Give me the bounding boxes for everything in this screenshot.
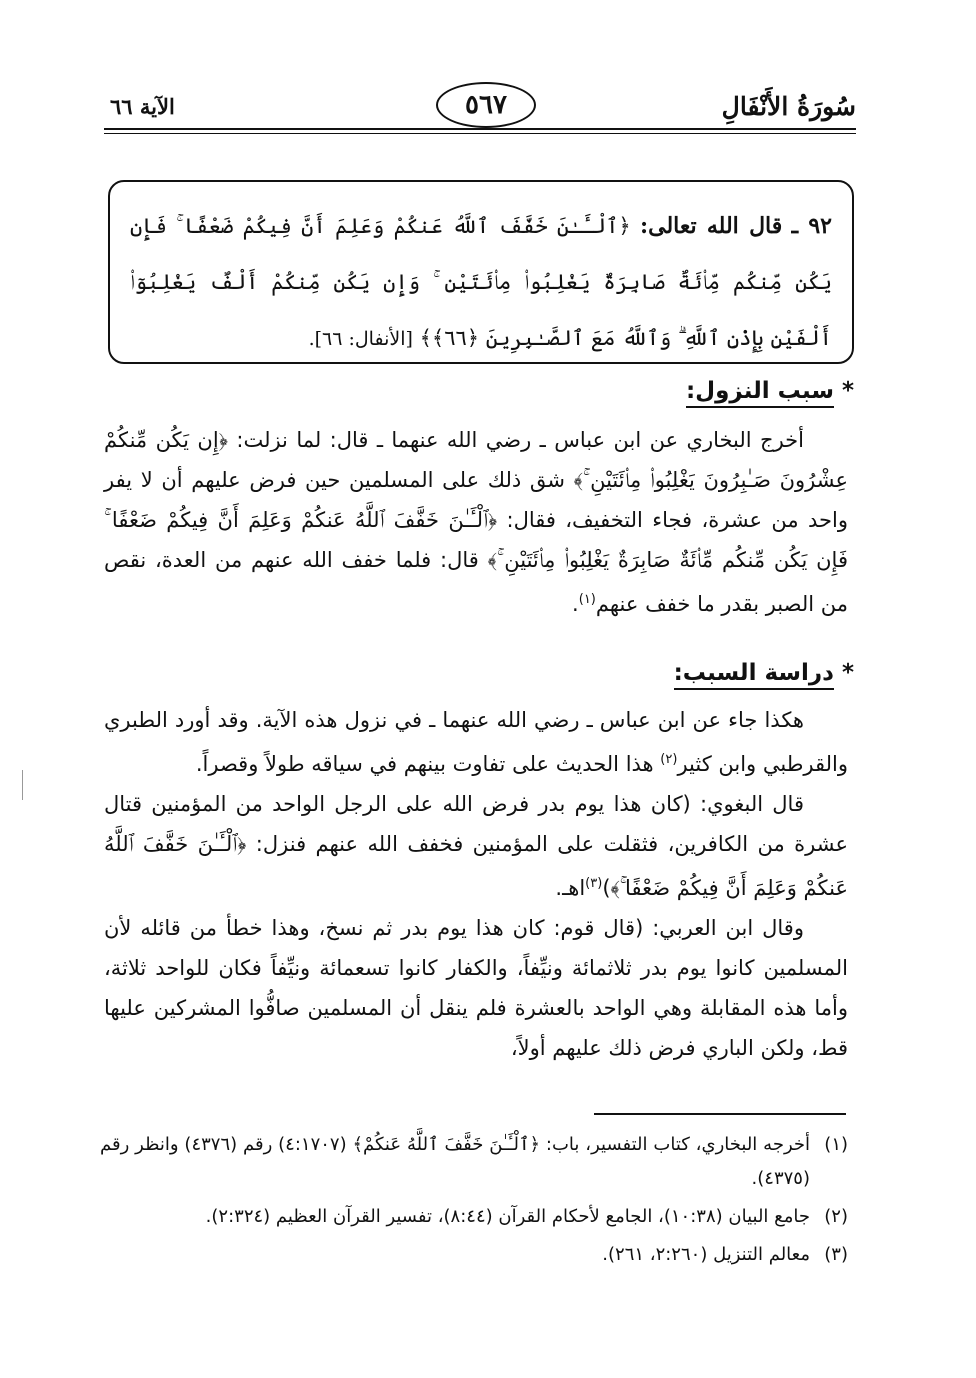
study-p1 bbox=[104, 700, 848, 784]
cause-text: أخرج البخاري عن ابن عباس ـ رضي الله عنهما ـ قال: لما نزلت: ﴿إِن يَكُن مِّنكُمْ عِشْرُونَ صَـٰبِرُونَ يَغْلِبُوا۟ مِا۟ئَتَيْنِ ۚ﴾ شق ذلك على المسلمين حين فرض عليهم أن لا يفر واحد من عشرة، فجاء التخفيف، فقال: ﴿ٱلْـَٔـٰنَ خَفَّفَ ٱللَّهُ عَنكُمْ وَعَلِمَ أَنَّ فِيكُمْ ضَعْفًا ۚ فَإِن يَكُن مِّنكُم مِّا۟ئَةٌ صَابِرَةٌ يَغْلِبُوا۟ مِا۟ئَتَيْنِ ۚ﴾ قال: فلما خفف الله عنهم من العدة، نقص من الصبر بقدر ما خفف عنهم bbox=[104, 428, 848, 616]
footnote-number: (٢) bbox=[824, 1206, 848, 1227]
section-title-cause bbox=[686, 378, 854, 404]
study-p2-text-end: اهـ. bbox=[555, 876, 586, 900]
cause-paragraph bbox=[104, 420, 848, 624]
cause-end: . bbox=[572, 592, 579, 616]
verse-box-reference: [الأنفال: ٦٦]. bbox=[308, 328, 413, 350]
header-rule-thin bbox=[104, 133, 856, 134]
header-rule bbox=[104, 128, 856, 130]
verse-reference-header: الآية ٦٦ bbox=[110, 94, 175, 119]
surah-title: سُورَةُ الأَنْفَالِ bbox=[721, 92, 856, 121]
margin-mark bbox=[22, 770, 23, 800]
footnote-mark-3: (٣) bbox=[585, 876, 603, 891]
study-p2 bbox=[104, 784, 848, 908]
study-p3: وقال ابن العربي: (قال قوم: كان هذا يوم بدر ثم نسخ، وهذا خطأ من قائله لأن المسلمين كانوا يوم بدر ثلاثمائة ونيِّفاً، والكفار كانوا تسعمائة ونيِّفاً فكان للواحد ثلاثة، وأما هذه المقابلة وهي الواحد بالعشرة فلم ينقل أن المسلمين صافُّوا المشركين عليها قط، ولكن الباري فرض ذلك عليهم أولاً، bbox=[104, 916, 848, 1060]
footnote-text: أخرجه البخاري، كتاب التفسير، باب: ﴿ٱلْـَٔـٰنَ خَفَّفَ ٱللَّهُ عَنكُمْ﴾ (٤:١٧٠٧) رقم (٤٣٧٦) وانظر رقم (٤٣٧٥). bbox=[100, 1134, 811, 1189]
page-number: ٥٦٧ bbox=[436, 82, 536, 128]
section-star: * bbox=[841, 660, 854, 686]
footnote-1 bbox=[100, 1128, 848, 1196]
footnote-number: (١) bbox=[824, 1134, 849, 1155]
footnote-3 bbox=[100, 1238, 848, 1272]
verse-box bbox=[108, 180, 854, 364]
footnote-number: (٣) bbox=[824, 1244, 848, 1265]
study-p1-text: هكذا جاء عن ابن عباس ـ رضي الله عنهما ـ في نزول هذه الآية. وقد أورد الطبري والقرطبي وابن كثير bbox=[104, 708, 848, 776]
section-title-study bbox=[674, 660, 854, 686]
verse-box-intro: قال الله تعالى: bbox=[640, 213, 783, 239]
footnote-mark-1: (١) bbox=[578, 592, 596, 607]
footnotes bbox=[100, 1128, 848, 1276]
footnote-mark-2: (٢) bbox=[660, 752, 678, 767]
footnote-text: جامع البيان (١٠:٣٨)، الجامع لأحكام القرآن (٨:٤٤)، تفسير القرآن العظيم (٢:٣٢٤). bbox=[205, 1206, 810, 1227]
study-p2-text: قال البغوي: (كان هذا يوم بدر فرض الله على الرجل الواحد من المؤمنين قتال عشرة من الكافرين، فثقلت على المؤمنين فخفف الله عنهم فنزل: ﴿ٱلْـَٔـٰنَ خَفَّفَ ٱللَّهُ عَنكُمْ وَعَلِمَ أَنَّ فِيكُمْ ضَعْفًا ۚ﴾) bbox=[104, 792, 848, 900]
study-paragraphs bbox=[104, 700, 848, 1068]
footnote-2 bbox=[100, 1200, 848, 1234]
footnote-rule bbox=[594, 1113, 846, 1115]
section-star: * bbox=[841, 378, 854, 404]
section-title-text: دراسة السبب: bbox=[674, 660, 834, 690]
verse-text: ﴿ٱلْـَٔـٰنَ خَفَّفَ ٱللَّهُ عَنكُمْ وَعَلِمَ أَنَّ فِيكُمْ ضَعْفًا ۚ فَإِن يَكُن مِّنكُم مِّا۟ئَةٌ صَابِرَةٌ يَغْلِبُوا۟ مِا۟ئَتَيْنِ ۚ وَإِن يَكُن مِّنكُمْ أَلْفٌ يَغْلِبُوٓا۟ أَلْفَيْنِ بِإِذْنِ ٱللَّهِ ۗ وَٱللَّهُ مَعَ ٱلصَّـٰبِرِينَ ﴿٦٦﴾﴾ bbox=[130, 214, 832, 350]
verse-box-number: ٩٢ ـ bbox=[791, 213, 832, 239]
study-p1-text-end: هذا الحديث على تفاوت بينهم في سياقه طولاً وقصراً. bbox=[195, 752, 661, 776]
section-title-text: سبب النزول: bbox=[686, 378, 834, 408]
footnote-text: معالم التنزيل (٢:٢٦٠، ٢٦١). bbox=[602, 1244, 810, 1265]
